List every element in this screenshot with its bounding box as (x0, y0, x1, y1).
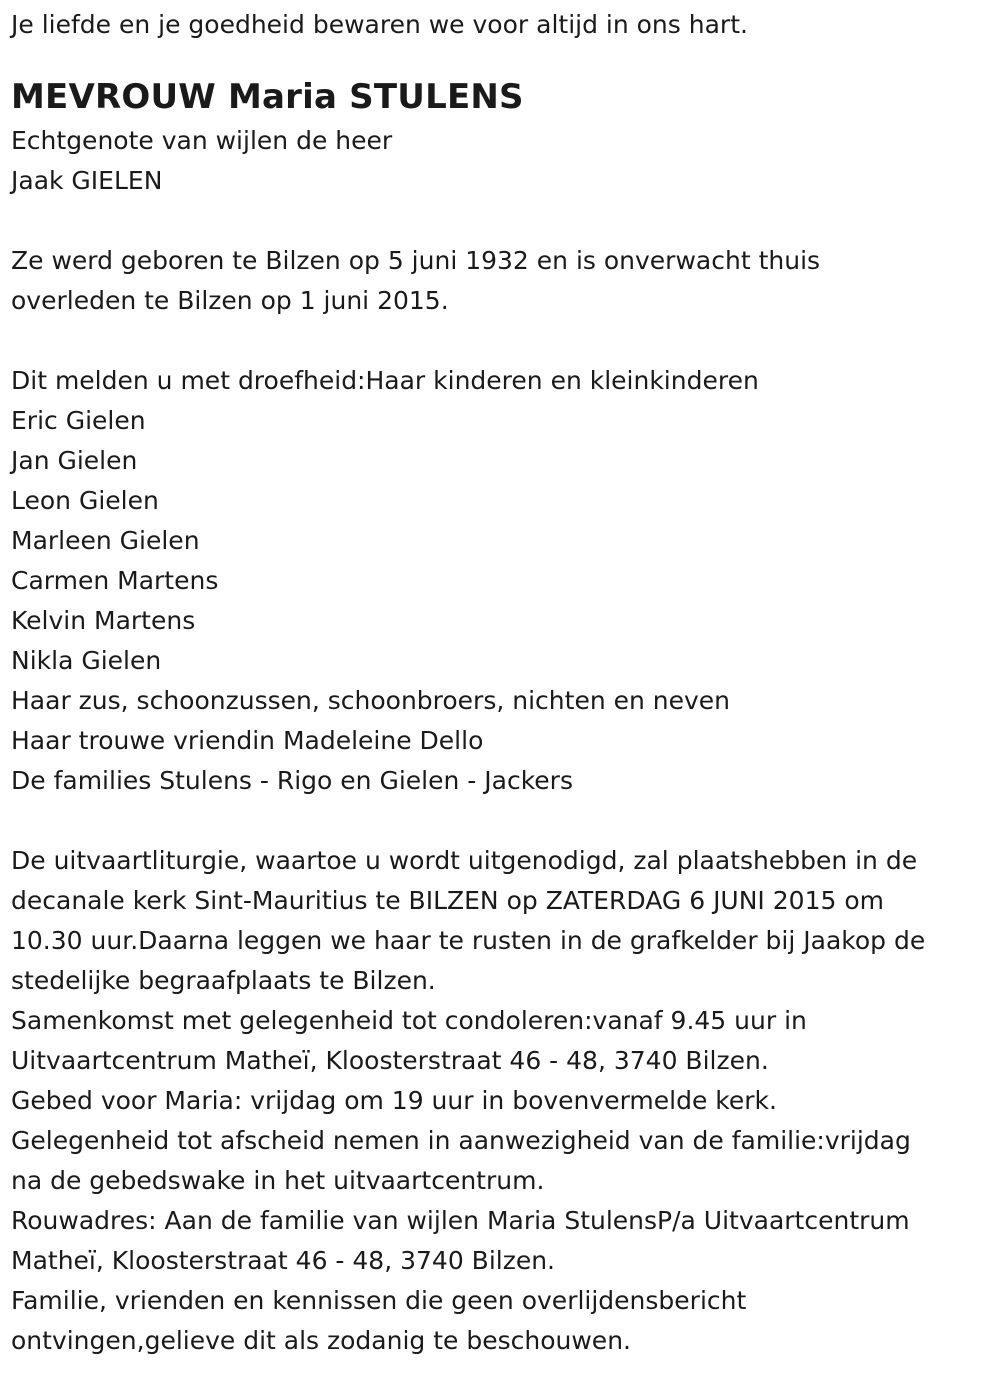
ceremony-line: 10.30 uur.Daarna leggen we haar te rusten in de grafkelder bij Jaakop de (11, 926, 926, 955)
family-line: Dit melden u met droefheid:Haar kinderen en kleinkinderen (11, 366, 759, 395)
spouse-block (11, 121, 991, 201)
spacer (11, 321, 991, 361)
ceremony-line: ontvingen,gelieve dit als zodanig te beschouwen. (11, 1326, 631, 1355)
birth-death-line: Ze werd geboren te Bilzen op 5 juni 1932 en is onverwacht thuis (11, 246, 821, 275)
deceased-name: MEVROUW Maria STULENS (11, 77, 524, 117)
ceremony-line: Samenkomst met gelegenheid tot condoleren:vanaf 9.45 uur in (11, 1006, 807, 1035)
ceremony-line: Gebed voor Maria: vrijdag om 19 uur in bovenvermelde kerk. (11, 1086, 777, 1115)
ceremony-line: Uitvaartcentrum Matheï, Kloosterstraat 46 - 48, 3740 Bilzen. (11, 1046, 769, 1075)
family-line: De families Stulens - Rigo en Gielen - Jackers (11, 766, 573, 795)
family-line: Leon Gielen (11, 486, 159, 515)
ceremony-block (11, 841, 991, 1361)
ceremony-line: decanale kerk Sint-Mauritius te BILZEN op ZATERDAG 6 JUNI 2015 om (11, 886, 884, 915)
ceremony-line: Rouwadres: Aan de familie van wijlen Maria StulensP/a Uitvaartcentrum (11, 1206, 910, 1235)
spouse-line: Jaak GIELEN (11, 166, 163, 195)
birth-death-line: overleden te Bilzen op 1 juni 2015. (11, 286, 449, 315)
obituary-document (11, 5, 991, 1361)
ceremony-line: Matheï, Kloosterstraat 46 - 48, 3740 Bilzen. (11, 1246, 556, 1275)
birth-death-block (11, 241, 991, 321)
family-line: Haar trouwe vriendin Madeleine Dello (11, 726, 484, 755)
ceremony-line: na de gebedswake in het uitvaartcentrum. (11, 1166, 545, 1195)
ceremony-line: Gelegenheid tot afscheid nemen in aanwezigheid van de familie:vrijdag (11, 1126, 911, 1155)
family-line: Eric Gielen (11, 406, 146, 435)
spacer (11, 45, 991, 73)
spouse-line: Echtgenote van wijlen de heer (11, 126, 393, 155)
family-line: Haar zus, schoonzussen, schoonbroers, nichten en neven (11, 686, 731, 715)
family-line: Jan Gielen (11, 446, 138, 475)
family-line: Carmen Martens (11, 566, 219, 595)
family-line: Kelvin Martens (11, 606, 196, 635)
intro-quote: Je liefde en je goedheid bewaren we voor altijd in ons hart. (11, 10, 748, 39)
ceremony-line: Familie, vrienden en kennissen die geen overlijdensbericht (11, 1286, 747, 1315)
ceremony-line: De uitvaartliturgie, waartoe u wordt uitgenodigd, zal plaatshebben in de (11, 846, 918, 875)
ceremony-line: stedelijke begraafplaats te Bilzen. (11, 966, 436, 995)
family-line: Nikla Gielen (11, 646, 162, 675)
spacer (11, 801, 991, 841)
spacer (11, 201, 991, 241)
family-block (11, 361, 991, 801)
family-line: Marleen Gielen (11, 526, 200, 555)
